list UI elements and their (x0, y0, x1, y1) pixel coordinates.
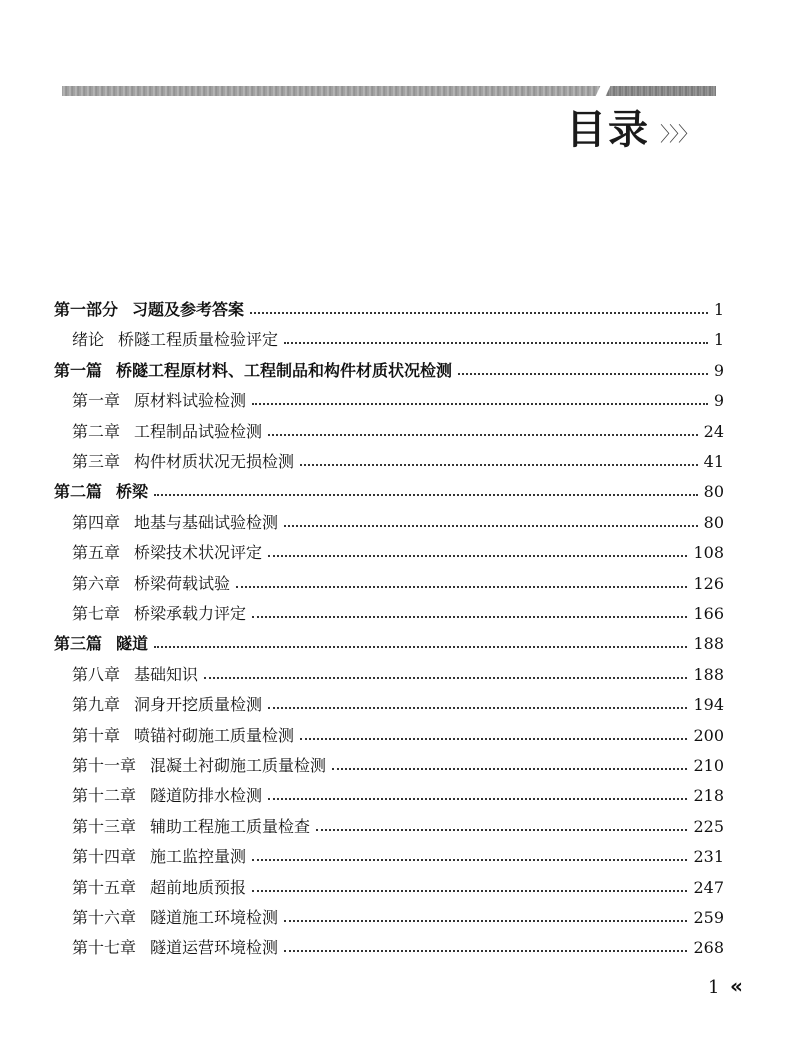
toc-entry[interactable] (72, 934, 724, 962)
title-arrows-icon: 〉〉〉 (660, 122, 697, 146)
toc-entry-page: 231 (693, 847, 724, 867)
toc-entry-title: 隧道 (116, 634, 149, 654)
toc-entry-number: 第十六章 (72, 908, 137, 927)
toc-entry[interactable] (72, 539, 724, 567)
toc-entry-page: 188 (693, 634, 724, 654)
toc-entry-page: 24 (703, 421, 724, 441)
toc-entry-page: 126 (693, 573, 724, 593)
toc-entry-title: 施工监控量测 (150, 847, 247, 867)
toc-entry-title: 习题及参考答案 (132, 300, 245, 319)
toc-entry-number: 第一章 (72, 391, 121, 411)
toc-entry-number: 第十章 (72, 725, 121, 745)
toc-leader-dots (300, 738, 687, 740)
toc-leader-dots (252, 403, 708, 405)
toc-leader-dots (284, 342, 708, 344)
toc-leader-dots (268, 798, 687, 800)
toc-entry-number: 第十五章 (72, 877, 137, 897)
toc-entry[interactable] (72, 782, 724, 810)
toc-entry-title: 构件材质状况无损检测 (134, 452, 295, 471)
toc-entry-title: 桥隧工程原材料、工程制品和构件材质状况检测 (116, 360, 453, 380)
toc-entry[interactable] (72, 661, 724, 689)
toc-entry-title: 桥梁荷载试验 (134, 573, 231, 593)
toc-entry-number: 第五章 (72, 543, 121, 563)
toc-leader-dots (268, 707, 687, 709)
toc-entry-title: 喷锚衬砌施工质量检测 (134, 725, 295, 745)
toc-entry-page: 41 (703, 452, 724, 471)
toc-entry-number: 第四章 (72, 512, 121, 532)
toc-entry[interactable] (72, 418, 724, 446)
toc-entry-title: 隧道防排水检测 (150, 786, 263, 806)
toc-leader-dots (268, 555, 687, 557)
toc-entry-title: 基础知识 (134, 664, 199, 684)
toc-entry-page: 1 (713, 330, 724, 350)
toc-leader-dots (154, 646, 687, 648)
toc-entry-number: 第六章 (72, 573, 121, 593)
toc-entry-page: 9 (713, 360, 724, 380)
toc-entry-page: 225 (693, 816, 724, 836)
toc-entry-number: 第十三章 (72, 816, 137, 836)
toc-entry[interactable] (72, 813, 724, 841)
page-number: 1 (708, 977, 720, 998)
toc-entry[interactable] (72, 509, 724, 537)
toc-entry-page: 218 (693, 786, 724, 806)
toc-entry-number: 第三章 (72, 452, 121, 471)
toc-entry[interactable] (54, 357, 724, 385)
toc-entry-title: 地基与基础试验检测 (134, 512, 279, 532)
toc-entry[interactable] (72, 326, 724, 354)
toc-entry-title: 桥隧工程质量检验评定 (118, 330, 279, 350)
toc-entry-page: 188 (693, 664, 724, 684)
toc-entry-number: 第三篇 (54, 634, 103, 654)
toc-entry[interactable] (54, 478, 724, 506)
toc-entry-number: 第十七章 (72, 938, 137, 958)
toc-entry-page: 1 (713, 300, 724, 319)
toc-entry-number: 第一篇 (54, 360, 103, 380)
toc-entry-title: 隧道施工环境检测 (150, 908, 279, 927)
toc-entry-page: 200 (693, 725, 724, 745)
toc-entry-page: 194 (693, 695, 724, 715)
toc-entry-title: 桥梁技术状况评定 (134, 543, 263, 563)
toc-leader-dots (252, 859, 687, 861)
toc-entry-number: 第十一章 (72, 756, 137, 775)
top-bar-right (604, 86, 716, 96)
toc-leader-dots (252, 890, 687, 892)
toc-entry[interactable] (72, 904, 724, 932)
toc-entry[interactable] (72, 691, 724, 719)
toc-entry-title: 混凝土衬砌施工质量检测 (150, 756, 327, 775)
toc-entry-page: 9 (713, 391, 724, 411)
toc-entry-number: 第七章 (72, 604, 121, 623)
toc-entry[interactable] (72, 752, 724, 780)
toc-entry-title: 工程制品试验检测 (134, 421, 263, 441)
toc-leader-dots (316, 829, 687, 831)
toc-entry-number: 第二章 (72, 421, 121, 441)
toc-entry-number: 第一部分 (54, 300, 119, 319)
toc-entry-page: 210 (693, 756, 724, 775)
toc-entry-number: 第九章 (72, 695, 121, 715)
toc-leader-dots (284, 950, 687, 952)
toc-entry-page: 166 (693, 604, 724, 623)
toc-entry-title: 桥梁承载力评定 (134, 604, 247, 623)
toc-entry-number: 第二篇 (54, 482, 103, 502)
toc-entry-title: 超前地质预报 (150, 877, 247, 897)
toc-entry-page: 268 (693, 938, 724, 958)
toc-leader-dots (284, 920, 687, 922)
toc-entry[interactable] (54, 630, 724, 658)
toc-leader-dots (154, 494, 698, 496)
toc-entry-title: 桥梁 (116, 482, 149, 502)
footer-arrows-icon: « (730, 974, 743, 998)
toc-leader-dots (284, 525, 698, 527)
toc-entry-number: 第八章 (72, 664, 121, 684)
toc-entry-title: 原材料试验检测 (134, 391, 247, 411)
toc-entry[interactable] (72, 722, 724, 750)
toc-entry-page: 108 (693, 543, 724, 563)
toc-entry-page: 259 (693, 908, 724, 927)
toc-entry-title: 隧道运营环境检测 (150, 938, 279, 958)
page-title: 目录 (566, 107, 650, 153)
toc-entry-title: 辅助工程施工质量检查 (150, 816, 311, 836)
toc-entry-page: 247 (693, 877, 724, 897)
toc-entry-title: 洞身开挖质量检测 (134, 695, 263, 715)
toc-entry[interactable] (54, 296, 724, 324)
toc-entry[interactable] (72, 387, 724, 415)
toc-entry-page: 80 (703, 512, 724, 532)
toc-entry[interactable] (72, 874, 724, 902)
toc-entry-number: 第十二章 (72, 786, 137, 806)
toc-leader-dots (252, 616, 687, 618)
toc-entry-page: 80 (703, 482, 724, 502)
toc-entry[interactable] (72, 448, 724, 476)
toc-leader-dots (204, 677, 687, 679)
toc-entry-number: 第十四章 (72, 847, 137, 867)
toc-entry[interactable] (72, 843, 724, 871)
toc-leader-dots (268, 434, 698, 436)
toc-entry[interactable] (72, 600, 724, 628)
toc-leader-dots (458, 373, 708, 375)
toc-leader-dots (300, 464, 698, 466)
toc-leader-dots (236, 586, 687, 588)
toc-entry[interactable] (72, 570, 724, 598)
toc-entry-number: 绪论 (72, 330, 105, 350)
toc-leader-dots (250, 312, 708, 314)
toc-leader-dots (332, 768, 687, 770)
